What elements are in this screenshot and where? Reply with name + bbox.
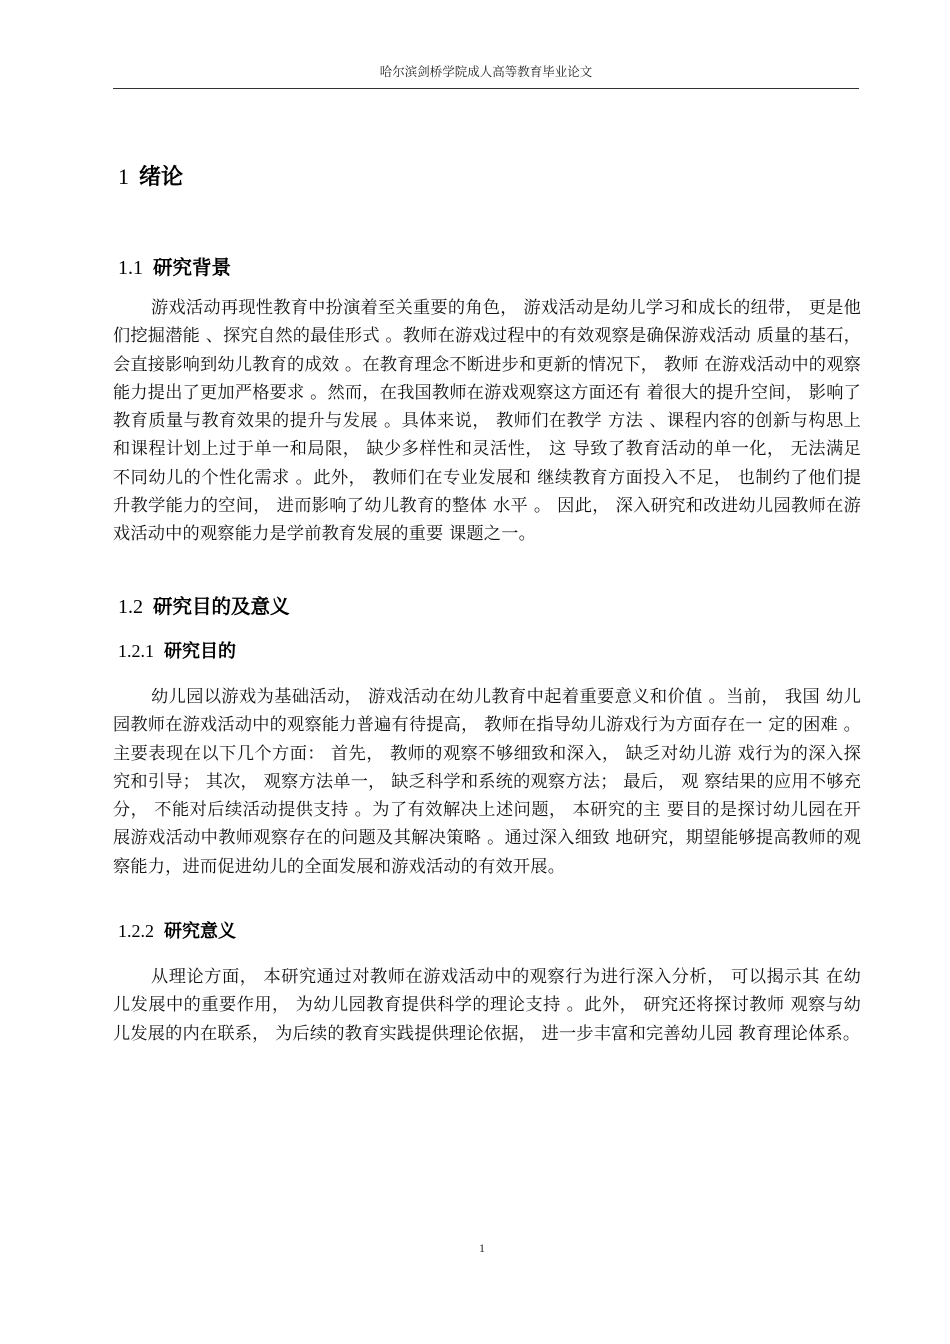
header-divider	[113, 88, 859, 89]
chapter-number: 1	[118, 164, 129, 189]
subsection-title: 研究目的	[164, 641, 236, 662]
subsection-number: 1.2.2	[118, 921, 154, 941]
paragraph-research-purpose: 幼儿园以游戏为基础活动， 游戏活动在幼儿教育中起着重要意义和价值 。当前， 我国 幼儿园教师在游戏活动中的观察能力普遍有待提高， 教师在指导幼儿游戏行为方面存在一 定的困难 。主要表现在以下几个方面： 首先， 教师的观察不够细致和深入， 缺乏对幼儿游 戏行为的深入探究和引导； 其次， 观察方法单一， 缺乏科学和系统的观察方法； 最后， 观 察结果的应用不够充分， 不能对后续活动提供支持 。为了有效解决上述问题， 本研究的主 要目的是探讨幼儿园在开展游戏活动中教师观察存在的问题及其解决策略 。通过深入细致 地研究，期望能够提高教师的观察能力，进而促进幼儿的全面发展和游戏活动的有效开展。	[113, 687, 861, 877]
section-heading-1-2	[118, 591, 290, 619]
chapter-heading	[118, 160, 183, 191]
paragraph-research-background: 游戏活动再现性教育中扮演着至关重要的角色， 游戏活动是幼儿学习和成长的纽带， 更是他们挖掘潜能 、探究自然的最佳形式 。教师在游戏过程中的有效观察是确保游戏活动 质量的基石， 会直接影响到幼儿教育的成效 。在教育理念不断进步和更新的情况下， 教师 在游戏活动中的观察能力提出了更加严格要求 。然而，在我国教师在游戏观察这方面还有 着很大的提升空间， 影响了教育质量与教育效果的提升与发展 。具体来说， 教师们在教学 方法 、课程内容的创新与构思上和课程计划上过于单一和局限， 缺少多样性和灵活性， 这 导致了教育活动的单一化， 无法满足不同幼儿的个性化需求 。此外， 教师们在专业发展和 继续教育方面投入不足， 也制约了他们提升教学能力的空间， 进而影响了幼儿教育的整体 水平 。 因此， 深入研究和改进幼儿园教师在游戏活动中的观察能力是学前教育发展的重要 课题之一。	[113, 298, 861, 545]
subsection-heading-1-2-1	[118, 637, 236, 663]
subsection-number: 1.2.1	[118, 641, 154, 661]
section-title: 研究目的及意义	[153, 595, 290, 618]
page-number: 1	[479, 1241, 485, 1255]
section-number: 1.2	[118, 596, 143, 618]
page-header: 哈尔滨剑桥学院成人高等教育毕业论文	[379, 64, 593, 79]
section-heading-1-1	[118, 252, 231, 280]
section-number: 1.1	[118, 257, 143, 279]
subsection-heading-1-2-2	[118, 917, 236, 943]
chapter-title: 绪论	[139, 165, 184, 190]
section-title: 研究背景	[153, 256, 232, 279]
subsection-title: 研究意义	[164, 921, 236, 942]
paragraph-research-significance: 从理论方面， 本研究通过对教师在游戏活动中的观察行为进行深入分析， 可以揭示其 在幼儿发展中的重要作用， 为幼儿园教育提供科学的理论支持 。此外， 研究还将探讨教师 观察与幼儿发展的内在联系， 为后续的教育实践提供理论依据， 进一步丰富和完善幼儿园 教育理论体系。	[113, 967, 861, 1044]
